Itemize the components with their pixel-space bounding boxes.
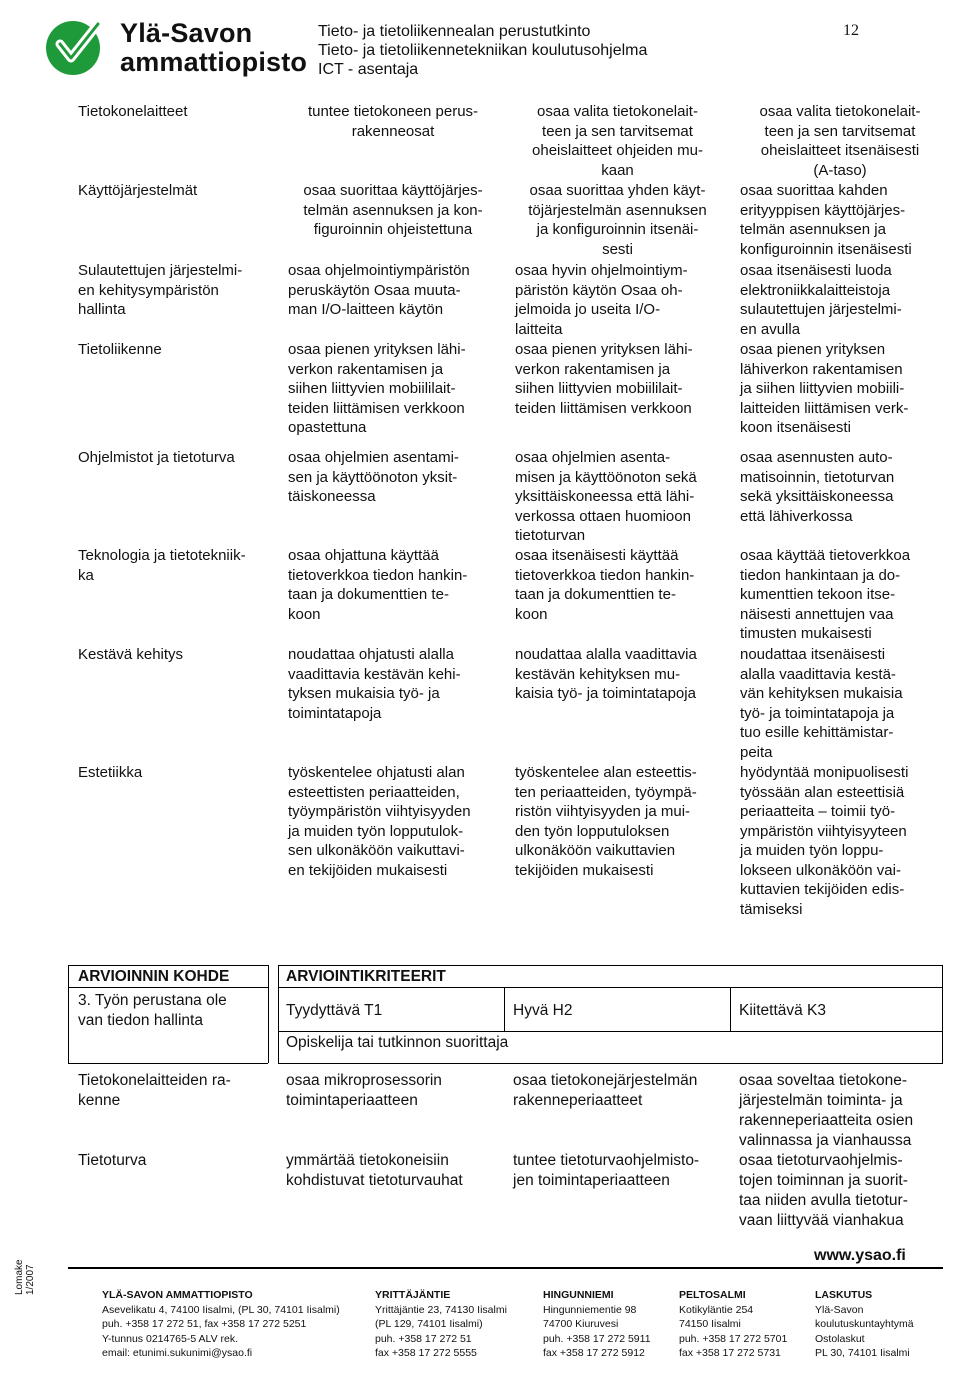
assessment-k3-cell: osaa tietoturvaohjelmis- tojen toiminnan ja suorit- taa niiden avulla tietotur- vaan liittyvää vianhakua xyxy=(739,1152,908,1229)
criteria-k3-cell: osaa valita tietokonelait- teen ja sen tarvitsemat oheislaitteet itsenäisesti (A-taso) xyxy=(759,103,921,179)
criteria-t1-cell: noudattaa ohjatusti alalla vaadittavia kestävän kehi- tyksen mukaisia työ- ja toimintatapoja xyxy=(288,646,461,722)
criteria-k3-cell: osaa itsenäisesti luoda elektroniikkalaitteistoja sulautettujen järjestelmi- en avulla xyxy=(740,262,902,338)
page-number: 12 xyxy=(843,22,859,39)
criteria-h2-cell: osaa suorittaa yhden käyt- töjärjestelmän asennuksen ja konfiguroinnin itsenäi- sesti xyxy=(528,182,707,258)
assessment-target-header: ARVIOINNIN KOHDE xyxy=(78,968,230,985)
criteria-t1-cell: tuntee tietokoneen perus- rakenneosat xyxy=(307,103,479,140)
criteria-t1-cell: työskentelee ohjatusti alan esteettisten periaatteiden, työympäristön viihtyisyyden ja muiden työn lopputulok- sen ulkonäköön vaikuttavi- en tekijöiden mukaisesti xyxy=(288,764,471,879)
header-line-programme: Tieto- ja tietoliikennetekniikan koulutusohjelma xyxy=(318,42,648,59)
criteria-k3-cell: osaa suorittaa kahden erityyppisen käyttöjärjes- telmän asennuksen ja konfiguroinnin itsenäisesti xyxy=(740,182,912,258)
footer-column: LASKUTUS Ylä-Savon koulutuskuntayhtymä Ostolaskut PL 30, 74101 Iisalmi xyxy=(815,1289,914,1359)
document-header xyxy=(318,22,647,79)
criteria-h2-cell: noudattaa alalla vaadittavia kestävän kehityksen mu- kaisia työ- ja toimintatapoja xyxy=(515,646,697,702)
criteria-k3-cell: noudattaa itsenäisesti alalla vaadittavia kestä- vän kehityksen mukaisia työ- ja toimintatapoja ja tuo esille kehittämistar- peita xyxy=(740,646,903,761)
header-line-qualification: ICT - asentaja xyxy=(318,61,419,78)
criteria-target-cell: Käyttöjärjestelmät xyxy=(78,182,198,199)
criteria-target-cell: Tietokonelaitteet xyxy=(78,103,188,120)
criteria-target-cell: Kestävä kehitys xyxy=(78,646,184,663)
website-url: www.ysao.fi xyxy=(814,1247,906,1264)
criteria-h2-cell: osaa ohjelmien asenta- misen ja käyttöönoton sekä yksittäiskoneessa että lähi- verkossa ottaen huomioon tietoturvan xyxy=(515,449,697,544)
grade-k3-label: Kiitettävä K3 xyxy=(739,1002,827,1019)
assessment-table xyxy=(68,965,943,1240)
criteria-target-cell: Teknologia ja tietotekniik- ka xyxy=(78,547,246,584)
assessment-section-title: 3. Työn perustana ole van tiedon hallinta xyxy=(78,992,227,1029)
criteria-target-cell: Ohjelmistot ja tietoturva xyxy=(78,449,235,466)
footer-column: YRITTÄJÄNTIE Yrittäjäntie 23, 74130 Iisalmi (PL 129, 74101 Iisalmi) puh. +358 17 272 51 fax +358 17 272 5555 xyxy=(375,1289,507,1359)
grade-t1-label: Tyydyttävä T1 xyxy=(286,1002,383,1019)
criteria-t1-cell: osaa ohjelmointiympäristön peruskäytön Osaa muuta- man I/O-laitteen käytön xyxy=(288,262,470,318)
criteria-k3-cell: osaa käyttää tietoverkkoa tiedon hankintaan ja do- kumenttien tekoon itse- näisesti annettujen vaa timusten mukaisesti xyxy=(740,547,911,642)
assessment-h2-cell: tuntee tietoturvaohjelmisto- jen toimintaperiaatteen xyxy=(513,1152,700,1189)
criteria-target-cell: Sulautettujen järjestelmi- en kehitysympäristön hallinta xyxy=(78,262,243,318)
criteria-t1-cell: osaa pienen yrityksen lähi- verkon rakentamisen ja siihen liittyvien mobiililait- teiden liittämisen verkkoon opastettuna xyxy=(288,341,466,436)
criteria-target-cell: Tietoliikenne xyxy=(78,341,162,358)
criteria-h2-cell: osaa itsenäisesti käyttää tietoverkkoa tiedon hankin- taan ja dokumenttien te- koon xyxy=(515,547,695,623)
performer-label: Opiskelija tai tutkinnon suorittaja xyxy=(286,1034,509,1051)
assessment-t1-cell: osaa mikroprosessorin toimintaperiaatteen xyxy=(286,1072,442,1109)
school-logo xyxy=(40,14,308,78)
criteria-t1-cell: osaa ohjelmien asentami- sen ja käyttöönoton yksit- täiskoneessa xyxy=(288,449,459,505)
footer-column: HINGUNNIEMI Hingunniementie 98 74700 Kiuruvesi puh. +358 17 272 5911 fax +358 17 272 5912 xyxy=(543,1289,651,1359)
assessment-target-cell: Tietoturva xyxy=(78,1152,147,1169)
footer-divider xyxy=(68,1267,943,1269)
assessment-target-cell: Tietokonelaitteiden ra- kenne xyxy=(78,1072,231,1109)
logo-text-line1: Ylä-Savon xyxy=(120,18,253,48)
criteria-h2-cell: osaa pienen yrityksen lähi- verkon rakentamisen ja siihen liittyvien mobiililait- teiden liittämisen verkkoon xyxy=(515,341,693,417)
criteria-target-cell: Estetiikka xyxy=(78,764,143,781)
criteria-h2-cell: osaa hyvin ohjelmointiym- päristön käytön Osaa oh- jelmoida jo useita I/O- laitteita xyxy=(515,262,688,338)
logo-text-line2: ammattiopisto xyxy=(120,47,308,77)
assessment-k3-cell: osaa soveltaa tietokone- järjestelmän toiminta- ja rakenneperiaatteita osien valinnassa ja vianhaussa xyxy=(739,1072,914,1149)
footer-column: YLÄ-SAVON AMMATTIOPISTO Asevelikatu 4, 74100 Iisalmi, (PL 30, 74101 Iisalmi) puh. +358 17 272 51, fax +358 17 272 5251 Y-tunnus 0214765-5 ALV rek. email: etunimi.sukunimi@ysao.fi xyxy=(102,1289,340,1359)
criteria-t1-cell: osaa suorittaa käyttöjärjes- telmän asennuksen ja kon- figuroinnin ohjeistettuna xyxy=(303,182,483,238)
grade-h2-label: Hyvä H2 xyxy=(513,1002,573,1019)
criteria-k3-cell: hyödyntää monipuolisesti työssään alan esteettisiä periaatteita – toimii työ- ympäristön viihtyisyyteen ja muiden työn loppu- lokseen ulkonäköön vai- kuttavien tekijöiden edis- tämiseksi xyxy=(740,764,909,918)
footer-column: PELTOSALMI Kotikyläntie 254 74150 Iisalmi puh. +358 17 272 5701 fax +358 17 272 5731 xyxy=(679,1289,788,1359)
criteria-k3-cell: osaa asennusten auto- matisoinnin, tietoturvan sekä yksittäiskoneessa että lähiverkossa xyxy=(740,449,895,525)
header-line-degree: Tieto- ja tietoliikennealan perustutkinto xyxy=(318,23,591,40)
criteria-h2-cell: osaa valita tietokonelait- teen ja sen tarvitsemat oheislaitteet ohjeiden mu- kaan xyxy=(532,103,703,179)
criteria-k3-cell: osaa pienen yrityksen lähiverkon rakentamisen ja siihen liittyvien mobiili- laitteiden liittämisen verk- koon itsenäisesti xyxy=(740,341,909,436)
criteria-h2-cell: työskentelee alan esteettis- ten periaatteiden, työympä- ristön viihtyisyyden ja mui- den työn lopputuloksen ulkonäköön vaikuttavien tekijöiden mukaisesti xyxy=(515,764,697,879)
assessment-h2-cell: osaa tietokonejärjestelmän rakenneperiaatteet xyxy=(513,1072,698,1109)
assessment-criteria-header: ARVIOINTIKRITEERIT xyxy=(286,968,446,985)
logo-emblem-icon xyxy=(40,14,116,78)
form-code: Lomake 1/2007 xyxy=(14,1259,36,1295)
criteria-t1-cell: osaa ohjattuna käyttää tietoverkkoa tiedon hankin- taan ja dokumenttien te- koon xyxy=(288,547,468,623)
assessment-t1-cell: ymmärtää tietokoneisiin kohdistuvat tietoturvauhat xyxy=(286,1152,463,1189)
